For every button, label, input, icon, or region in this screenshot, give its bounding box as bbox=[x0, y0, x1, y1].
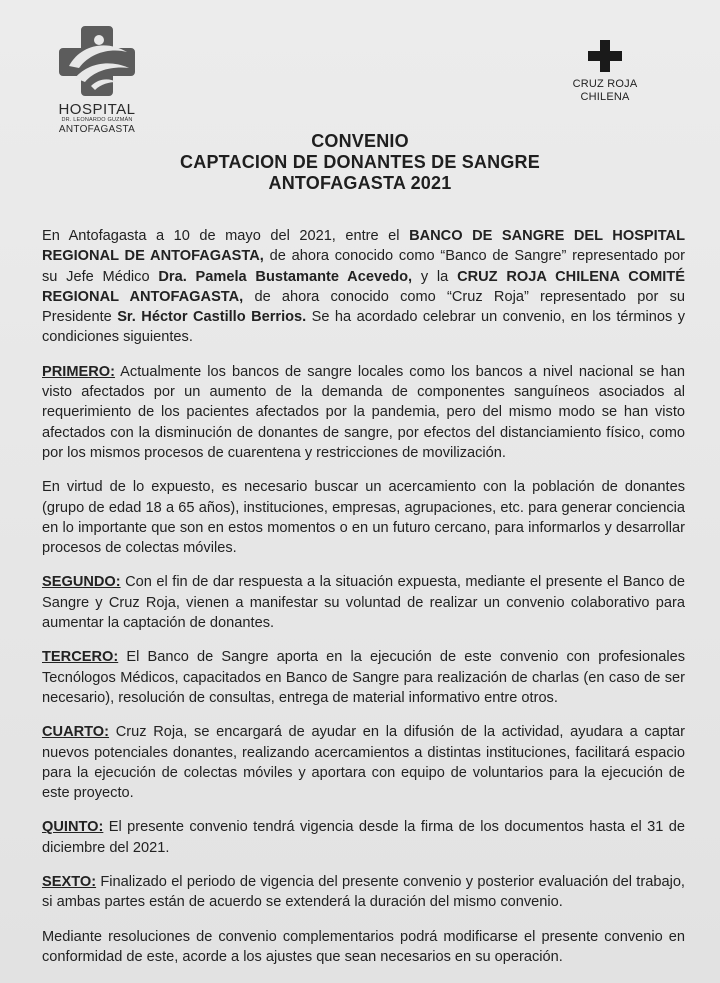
clause-segundo bbox=[42, 572, 685, 633]
intro-text-1: En Antofagasta a 10 de mayo del 2021, entre el bbox=[42, 228, 410, 244]
intro-bold-banco: BANCO DE SANGRE DEL HOSPITAL REGIONAL DE ANTOFAGASTA, bbox=[42, 228, 685, 265]
clause-quinto-label: QUINTO: bbox=[42, 819, 104, 836]
hospital-cross-emblem-icon bbox=[55, 22, 139, 100]
paragraph-mediante bbox=[42, 927, 685, 968]
paragraph-en-virtud-text: En virtud de lo expuesto, es necesario buscar un acercamiento con la población de donantes (grupo de edad 18 a 65 años), instituciones, empresas, agrupaciones, etc. para generar conciencia en lo importante que son en estos momentos o en un futuro cercano, para informarlos y desarrollar procesos de colectas móviles. bbox=[42, 479, 685, 557]
intro-text-4: de ahora conocido como “Cruz Roja” representado por su Presidente bbox=[42, 288, 685, 326]
intro-bold-cruz-roja: CRUZ ROJA CHILENA COMITÉ REGIONAL ANTOFAGASTA, bbox=[42, 268, 685, 305]
intro-bold-dra: Dra. Pamela Bustamante Acevedo, bbox=[158, 268, 413, 285]
clause-sexto-text: Finalizado el periodo de vigencia del presente convenio y posterior evaluación del trabajo, si ambas partes están de acuerdo se extenderá la duración del mismo convenio. bbox=[42, 874, 685, 911]
intro-text-2: de ahora conocido como “Banco de Sangre” representado por su Jefe Médico bbox=[42, 248, 685, 285]
hospital-logo-name: HOSPITAL bbox=[58, 101, 136, 118]
title-line-1: CONVENIO bbox=[311, 131, 409, 151]
clause-cuarto-label: CUARTO: bbox=[42, 724, 110, 741]
clause-segundo-text: Con el fin de dar respuesta a la situación expuesta, mediante el presente el Banco de Sangre y Cruz Roja, vienen a manifestar su voluntad de realizar un convenio colaborativo para aumentar la captación de donantes. bbox=[42, 574, 685, 632]
hospital-logo-subname: DR. LEONARDO GUZMÁN bbox=[61, 117, 133, 123]
hospital-logo-city: ANTOFAGASTA bbox=[58, 124, 136, 135]
clause-quinto bbox=[42, 817, 685, 858]
title-line-2: CAPTACION DE DONANTES DE SANGRE bbox=[180, 152, 540, 172]
clause-sexto-label: SEXTO: bbox=[42, 874, 97, 891]
cruz-roja-line1: CRUZ ROJA bbox=[572, 78, 638, 90]
intro-bold-presidente: Sr. Héctor Castillo Berrios. bbox=[117, 309, 307, 326]
clause-tercero-label: TERCERO: bbox=[42, 649, 119, 666]
clause-cuarto-text: Cruz Roja, se encargará de ayudar en la difusión de la actividad, ayudara a captar nuevos potenciales donantes, realizando acercamientos a distintas instituciones, facilitará espacio para la ejecución de colectas móviles y aportara con equipo de voluntarios para la ejecución de este proyecto. bbox=[42, 724, 685, 802]
title-line-3: ANTOFAGASTA 2021 bbox=[268, 173, 452, 193]
clause-segundo-label: SEGUNDO: bbox=[42, 574, 121, 591]
document-title bbox=[0, 131, 720, 194]
paragraph-mediante-text: Mediante resoluciones de convenio complementarios podrá modificarse el presente convenio en conformidad de este, acorde a los ajustes que sean necesarios en su operación. bbox=[42, 928, 685, 965]
cruz-roja-line2: CHILENA bbox=[580, 91, 630, 103]
clause-sexto bbox=[42, 872, 685, 913]
document-body bbox=[42, 226, 685, 981]
intro-text-3: y la bbox=[412, 268, 458, 285]
clause-primero-text: Actualmente los bancos de sangre locales como los bancos a nivel nacional se han visto afectados por un aumento de la demanda de componentes sanguíneos asociados al requerimiento de los pacientes afectados por la pandemia, pero del mismo modo se han visto afectados con la disminución de donantes de sangre, por efectos del distanciamiento físico, como por los mismos procesos de cuarentena y restricciones de movilización. bbox=[42, 363, 685, 461]
clause-tercero-text: El Banco de Sangre aporta en la ejecución de este convenio con profesionales Tecnólogos Médicos, capacitados en Banco de Sangre para realización de charlas (en caso de ser necesario), resolución de consultas, entrega de material informativo entre otros. bbox=[42, 649, 685, 706]
clause-primero-label: PRIMERO: bbox=[42, 363, 115, 380]
clause-quinto-text: El presente convenio tendrá vigencia desde la firma de los documentos hasta el 31 de diciembre del 2021. bbox=[42, 819, 685, 856]
hospital-logo bbox=[42, 22, 152, 135]
intro-text-5: Se ha acordado celebrar un convenio, en los términos y condiciones siguientes. bbox=[42, 309, 685, 346]
cruz-roja-logo bbox=[565, 40, 645, 104]
clause-primero bbox=[42, 362, 685, 463]
clause-tercero bbox=[42, 647, 685, 708]
paragraph-en-virtud bbox=[42, 477, 685, 558]
intro-paragraph bbox=[42, 226, 685, 348]
clause-cuarto bbox=[42, 722, 685, 803]
red-cross-icon bbox=[588, 40, 622, 72]
